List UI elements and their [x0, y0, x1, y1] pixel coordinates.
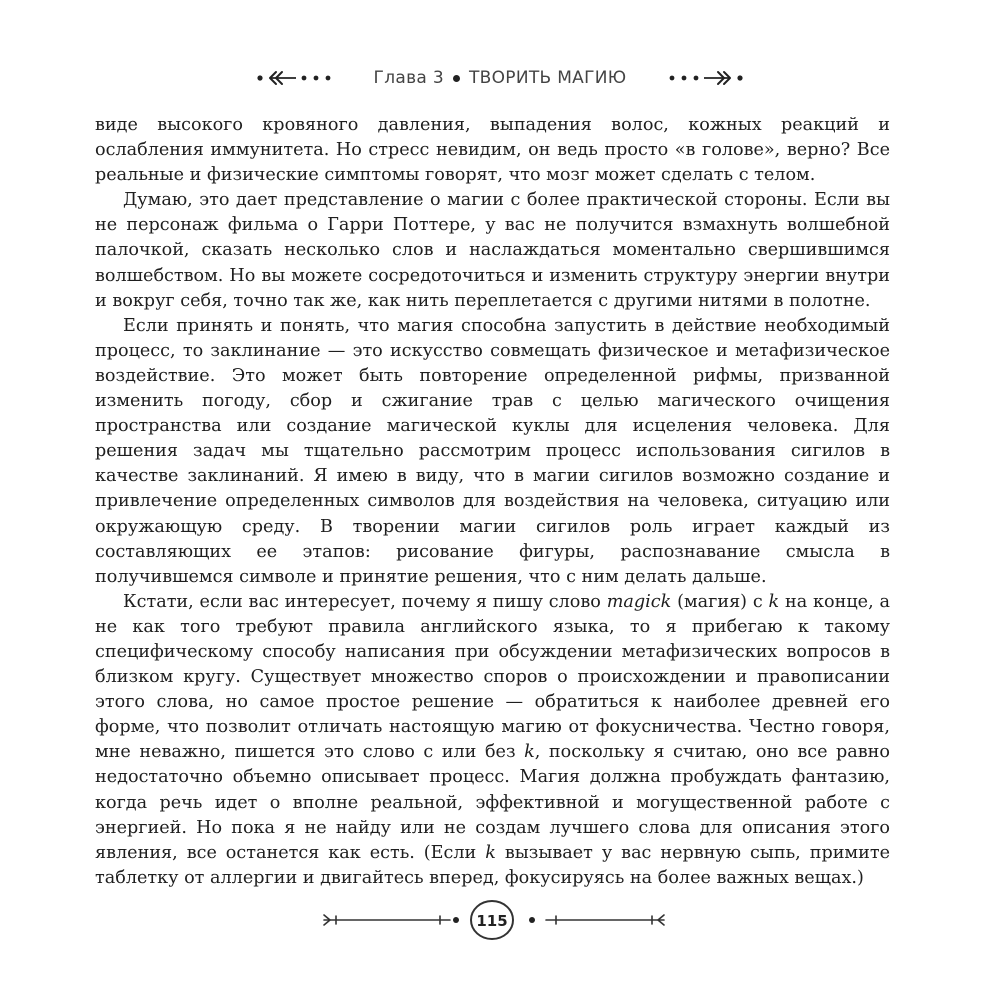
running-header: [0, 64, 1000, 92]
paragraph-text: виде высокого кровяного давления, выпадения волос, кожных реакций и ослабления иммунитета. Но стресс невидим, он ведь просто «в голове», верно? Все реальные и физические симптомы говорят, что мозг может сделать с телом.: [95, 115, 890, 186]
paragraph: [95, 188, 890, 313]
paragraph-text: , поскольку я считаю, оно все равно недостаточно объемно описывает процесс. Магия должна пробуждать фантазию, когда речь идет о вполне реальной, эффективной и могущественной работе с энергией. Но пока я не найду или не создам лучшего слова для описания этого явления, все останется как есть. (Если: [95, 742, 891, 863]
italic-word: magick: [606, 591, 672, 612]
paragraph-text: вызывает у вас нервную сыпь, примите таблетку от аллергии и двигайтесь вперед, фокусируясь на более важных вещах.): [95, 842, 890, 888]
chapter-title: ТВОРИТЬ МАГИЮ: [468, 68, 627, 88]
paragraph-text: Кстати, если вас интересует, почему я пишу слово: [123, 591, 607, 612]
arrow-ornament-right-icon: [664, 70, 744, 86]
italic-word: k: [768, 591, 780, 612]
page-number: 115: [476, 912, 508, 930]
body-text: [95, 113, 890, 891]
paragraph-text: Думаю, это дает представление о магии с более практической стороны. Если вы не персонаж фильма о Гарри Поттере, у вас не получится взмахнуть волшебной палочкой, сказать несколько слов и наслаждаться моментально свершившимся волшебством. Но вы можете сосредоточиться и изменить структуру энергии внутри и вокруг себя, точно так же, как нить переплетается с другими нитями в полотне.: [95, 190, 890, 311]
italic-word: k: [485, 842, 496, 863]
paragraph-text: Если принять и понять, что магия способна запустить в действие необходимый процесс, то заклинание — это искусство совмещать физическое и метафизическое воздействие. Это может быть повторение определенной рифмы, призванной изменить погоду, сбор и сжигание трав с целью магического очищения пространства или создание магической куклы для исцеления человека. Для решения задач мы тщательно рассмотрим процесс использования сигилов в качестве заклинаний. Я имею в виду, что в магии сигилов возможно создание и привлечение определенных символов для воздействия на человека, ситуацию или окружающую среду. В творении магии сигилов роль играет каждый из составляющих ее этапов: рисование фигуры, распознавание смысла в получившемся символе и принятие решения, что с ним делать дальше.: [95, 315, 890, 587]
paragraph: [95, 590, 890, 891]
italic-word: k: [524, 742, 535, 763]
paragraph-text: на конце, а не как того требуют правила английского языка, то я прибегаю к такому специфическому способу написания при обсуждении метафизических вопросов в близком кругу. Существует множество споров о происхождении и правописании этого слова, но самое простое решение — обратиться к наиболее древней его форме, что позволит отличать настоящую магию от фокусничества. Честно говоря, мне неважно, пишется это слово с или без: [95, 591, 890, 763]
arrow-ornament-left-icon: [256, 70, 336, 86]
paragraph-text: (магия) с: [671, 591, 769, 612]
paragraph: [95, 314, 890, 590]
bullet-dot-icon: [453, 75, 460, 82]
paragraph: [95, 113, 890, 188]
chapter-label: Глава 3: [373, 68, 444, 88]
page-footer: [0, 898, 1000, 944]
